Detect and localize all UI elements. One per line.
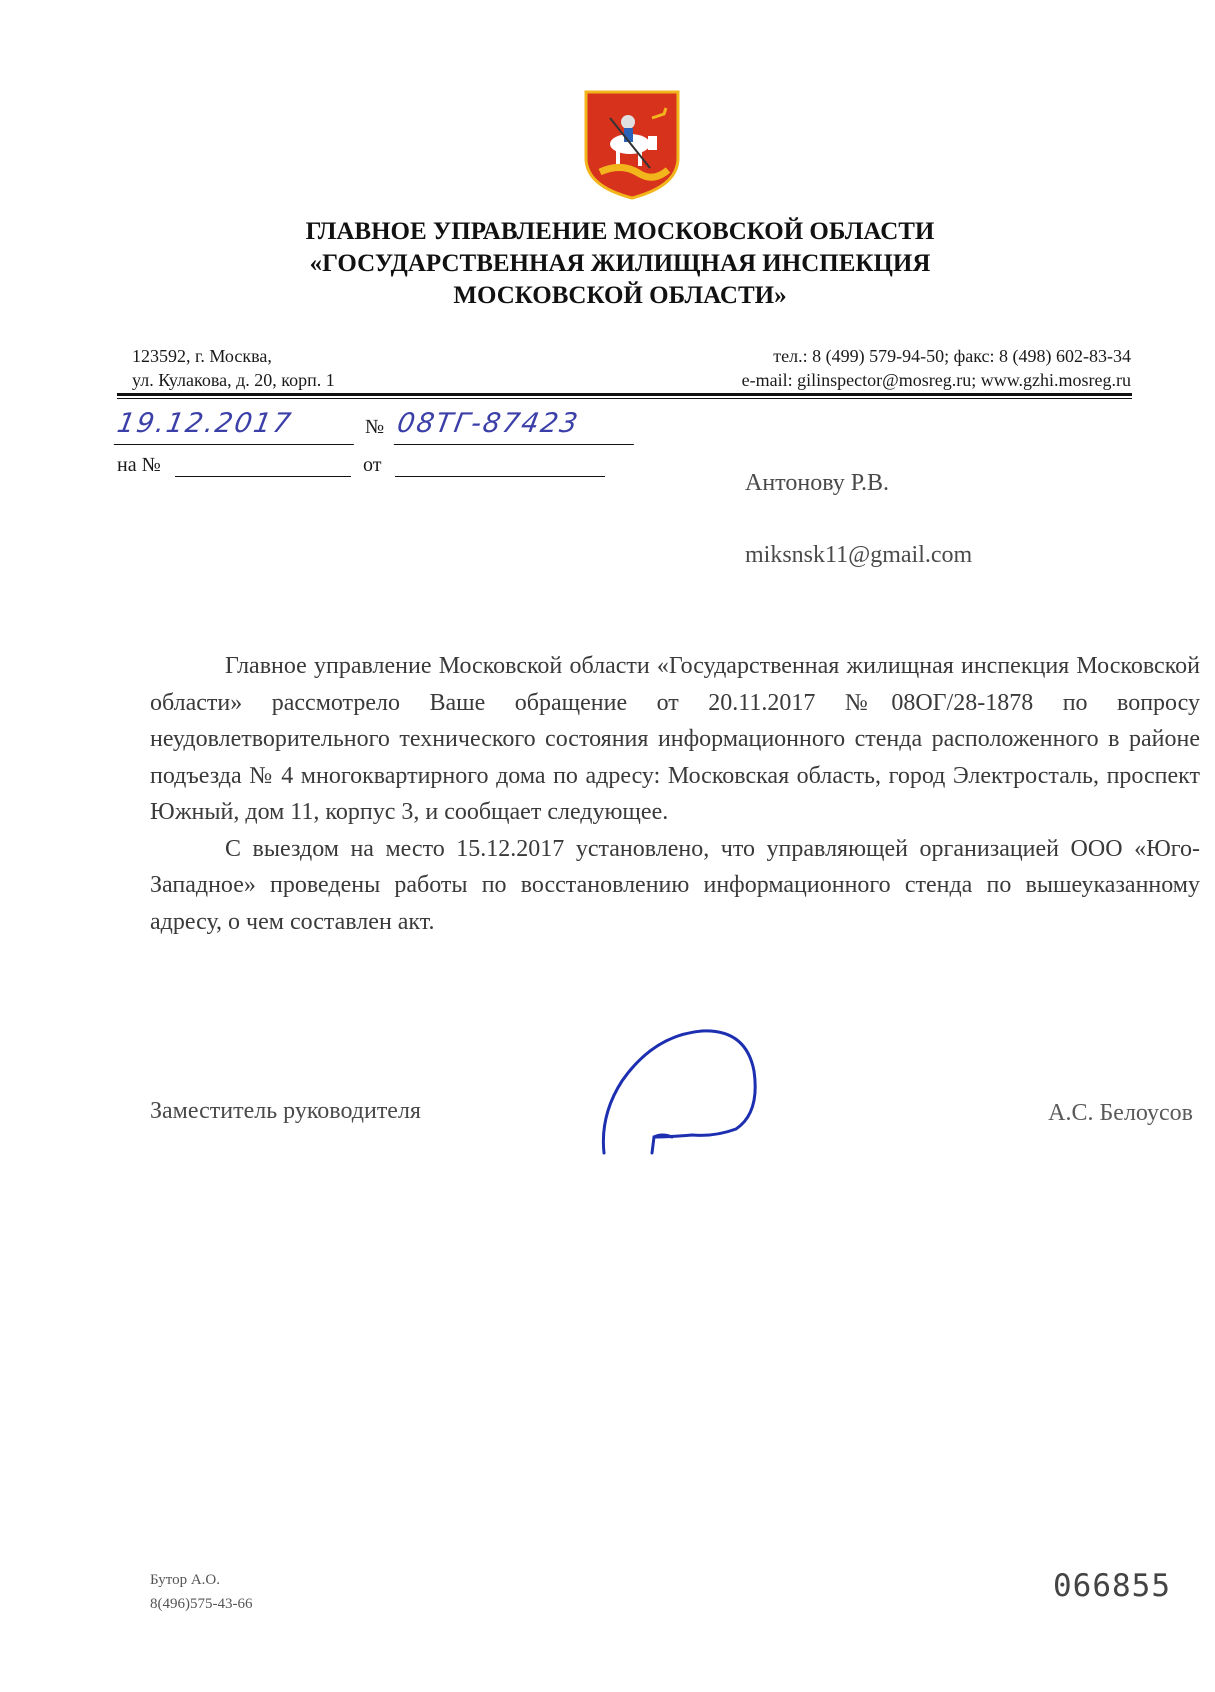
executor-name: Бутор А.О. — [150, 1572, 221, 1588]
org-title-line-1: ГЛАВНОЕ УПРАВЛЕНИЕ МОСКОВСКОЙ ОБЛАСТИ — [305, 218, 935, 245]
body-paragraph-2: С выездом на место 15.12.2017 установлено, что управляющей организацией ООО «Юго-Западное» проведены работы по восстановлению информационного стенда по вышеуказанному адресу, о чем составлен акт. — [150, 835, 1200, 935]
emblem-svg — [582, 88, 682, 200]
signature-svg — [596, 1025, 776, 1157]
reference-date-blank — [395, 476, 605, 477]
reference-number-blank — [175, 476, 351, 477]
handwritten-outgoing-number: 08ТГ-87423 — [394, 408, 641, 445]
contact-phone-fax: тел.: 8 (499) 579-94-50; факс: 8 (498) 602-83-34 — [773, 346, 1131, 366]
org-title-line-2: «ГОСУДАРСТВЕННАЯ ЖИЛИЩНАЯ ИНСПЕКЦИЯ — [309, 250, 931, 277]
signer-title: Заместитель руководителя — [150, 1098, 421, 1124]
handwritten-signature-icon — [596, 1025, 776, 1157]
reference-number-label: на № — [117, 454, 161, 476]
contact-email-web: e-mail: gilinspector@mosreg.ru; www.gzhi.mosreg.ru — [741, 370, 1131, 390]
recipient-email: miksnsk11@gmail.com — [745, 542, 973, 568]
address-line-1: 123592, г. Москва, — [132, 346, 272, 366]
executor-phone: 8(496)575-43-66 — [150, 1596, 253, 1612]
header-divider-thick — [117, 393, 1132, 396]
executor-info — [150, 1568, 252, 1616]
contact-info — [742, 344, 1131, 392]
postal-address — [132, 344, 335, 392]
form-serial-number: 066855 — [1053, 1568, 1171, 1604]
handwritten-outgoing-date: 19.12.2017 — [114, 408, 361, 445]
signer-name: А.С. Белоусов — [1048, 1100, 1193, 1126]
org-title-line-3: МОСКОВСКОЙ ОБЛАСТИ» — [453, 282, 787, 309]
header-divider-thin — [117, 398, 1132, 399]
reference-from-label: от — [363, 454, 382, 476]
body-paragraph-1: Главное управление Московской области «Государственная жилищная инспекция Московской области» рассмотрело Ваше обращение от 20.11.2017 №08ОГ/28-1878 по вопросу неудовлетворительного технического состояния информационного стенда расположенного в районе подъезда № 4 многоквартирного дома по адресу: Московская область, город Электросталь, проспект Южный, дом 11, корпус 3, и сообщает следующее. — [150, 653, 1200, 825]
organization-title — [140, 216, 1100, 312]
address-line-2: ул. Кулакова, д. 20, корп. 1 — [132, 370, 335, 390]
coat-of-arms-emblem-icon — [582, 88, 682, 200]
number-sign: № — [365, 416, 385, 438]
letter-body — [150, 648, 1200, 940]
recipient-name: Антонову Р.В. — [745, 470, 890, 496]
